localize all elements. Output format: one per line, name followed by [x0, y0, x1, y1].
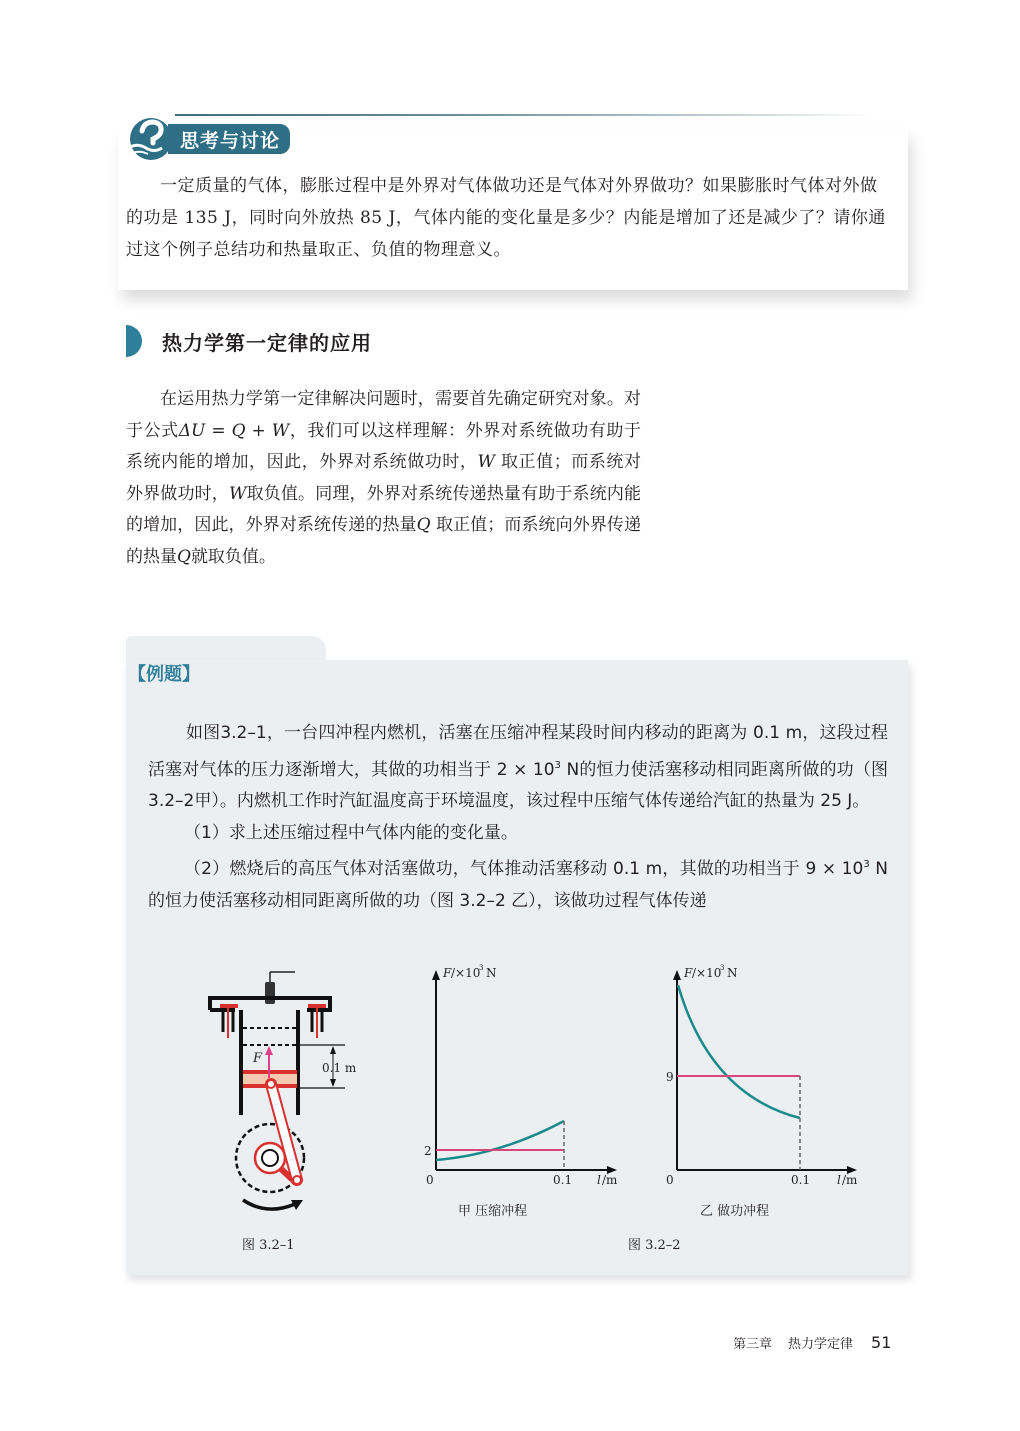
svg-text:F: F [684, 966, 693, 980]
para-text: ，我们可以这样理解：外界对系统做功有助于系统内能的增加，因此，外界对系统做功时， [126, 420, 642, 472]
text: N的恒力使活塞移动相同距离所做的功（图3.2–2甲）。内燃机工作时汽缸温度高于环境温度，该过程中压缩气体传递给汽缸的热量为 25 J。 [148, 759, 888, 811]
svg-text:N: N [727, 966, 738, 980]
question-2 [148, 849, 888, 917]
symbol-q: Q [177, 546, 191, 567]
discussion-badge-label: 思考与讨论 [168, 122, 292, 156]
svg-text:l: l [837, 1173, 841, 1185]
svg-text:/×10: /×10 [451, 966, 481, 980]
text: （2）燃烧后的高压气体对活塞做功，气体推动活塞移动 0.1 m，其做的功相当于 9 × 10 [184, 859, 864, 879]
svg-text:0: 0 [426, 1173, 434, 1185]
svg-text:0.1: 0.1 [791, 1173, 811, 1185]
svg-text:N: N [486, 966, 497, 980]
example-text [148, 718, 888, 917]
top-divider [175, 114, 875, 116]
svg-text:0: 0 [666, 1173, 674, 1185]
chart-a-caption: 甲 压缩冲程 [458, 1204, 528, 1219]
page-number: 51 [871, 1333, 892, 1352]
engine-diagram [195, 960, 375, 1220]
discussion-text: 一定质量的气体，膨胀过程中是外界对气体做功还是气体对外界做功？如果膨胀时气体对外做的功是 135 J，同时向外放热 85 J，气体内能的变化量是多少？内能是增加了还是减少了？请你通过这个例子总结功和热量取正、负值的物理意义。 [126, 176, 886, 260]
section-marker-icon [126, 325, 142, 357]
text: 如图3.2–1，一台四冲程内燃机，活塞在压缩冲程某段时间内移动的距离为 0.1 m，这段过程活塞对气体的压力逐渐增大，其做的功相当于 2 × 10 [148, 723, 888, 780]
page-footer [733, 1333, 891, 1352]
chart-b-caption: 乙 做功冲程 [700, 1204, 770, 1219]
symbol-q: Q [416, 515, 431, 535]
para-text: 取正值；而系统向外界传递的热量 [126, 515, 642, 567]
footer-section: 热力学定律 [788, 1337, 854, 1352]
svg-text:9: 9 [666, 1070, 674, 1084]
question-1: （1）求上述压缩过程中气体内能的变化量。 [184, 822, 518, 843]
question-mark-icon [128, 117, 174, 161]
svg-text:/m: /m [842, 1173, 858, 1185]
exponent: 3 [554, 759, 561, 771]
svg-text:l: l [597, 1173, 601, 1185]
example-paragraph [148, 718, 888, 818]
svg-text:0.1: 0.1 [553, 1173, 573, 1185]
svg-text:2: 2 [424, 1144, 432, 1158]
svg-text:/×10: /×10 [692, 966, 722, 980]
footer-chapter: 第三章 [733, 1337, 773, 1352]
text: N 的恒力使活塞移动相同距离所做的功（图 3.2–2 乙），该做功过程气体传递 [148, 859, 888, 911]
para-text: 取负值。同理，外界对系统传递热量有助于系统内能的增加，因此，外界对系统传递的热量 [126, 483, 642, 535]
symbol-w: W [228, 483, 247, 504]
section-paragraph [126, 384, 641, 573]
example-label: 【例题】 [128, 664, 200, 685]
symbol-w: W [477, 452, 495, 472]
para-text: 取正值；而系统对外界做功时， [126, 452, 642, 504]
svg-text:3: 3 [479, 964, 484, 972]
svg-text:F: F [443, 966, 452, 980]
force-label: F [253, 1051, 263, 1066]
figure-caption-3-2-2: 图 3.2–2 [628, 1238, 681, 1253]
figure-caption-3-2-1: 图 3.2–1 [242, 1238, 295, 1253]
svg-text:/m: /m [602, 1173, 618, 1185]
svg-text:3: 3 [720, 964, 725, 972]
discussion-badge [128, 118, 292, 160]
section-heading [126, 325, 372, 357]
distance-label: 0.1 m [322, 1061, 357, 1075]
chart-power-stroke [650, 955, 870, 1185]
exponent: 3 [863, 859, 870, 870]
formula: ΔU = Q + W [178, 420, 290, 441]
para-text: 就取负值。 [190, 546, 276, 567]
chart-compression-stroke [410, 955, 630, 1185]
section-title: 热力学第一定律的应用 [162, 330, 372, 355]
para-text: 在运用热力学第一定律解决问题时，需要首先确定研究对象。对于公式 [126, 389, 641, 441]
